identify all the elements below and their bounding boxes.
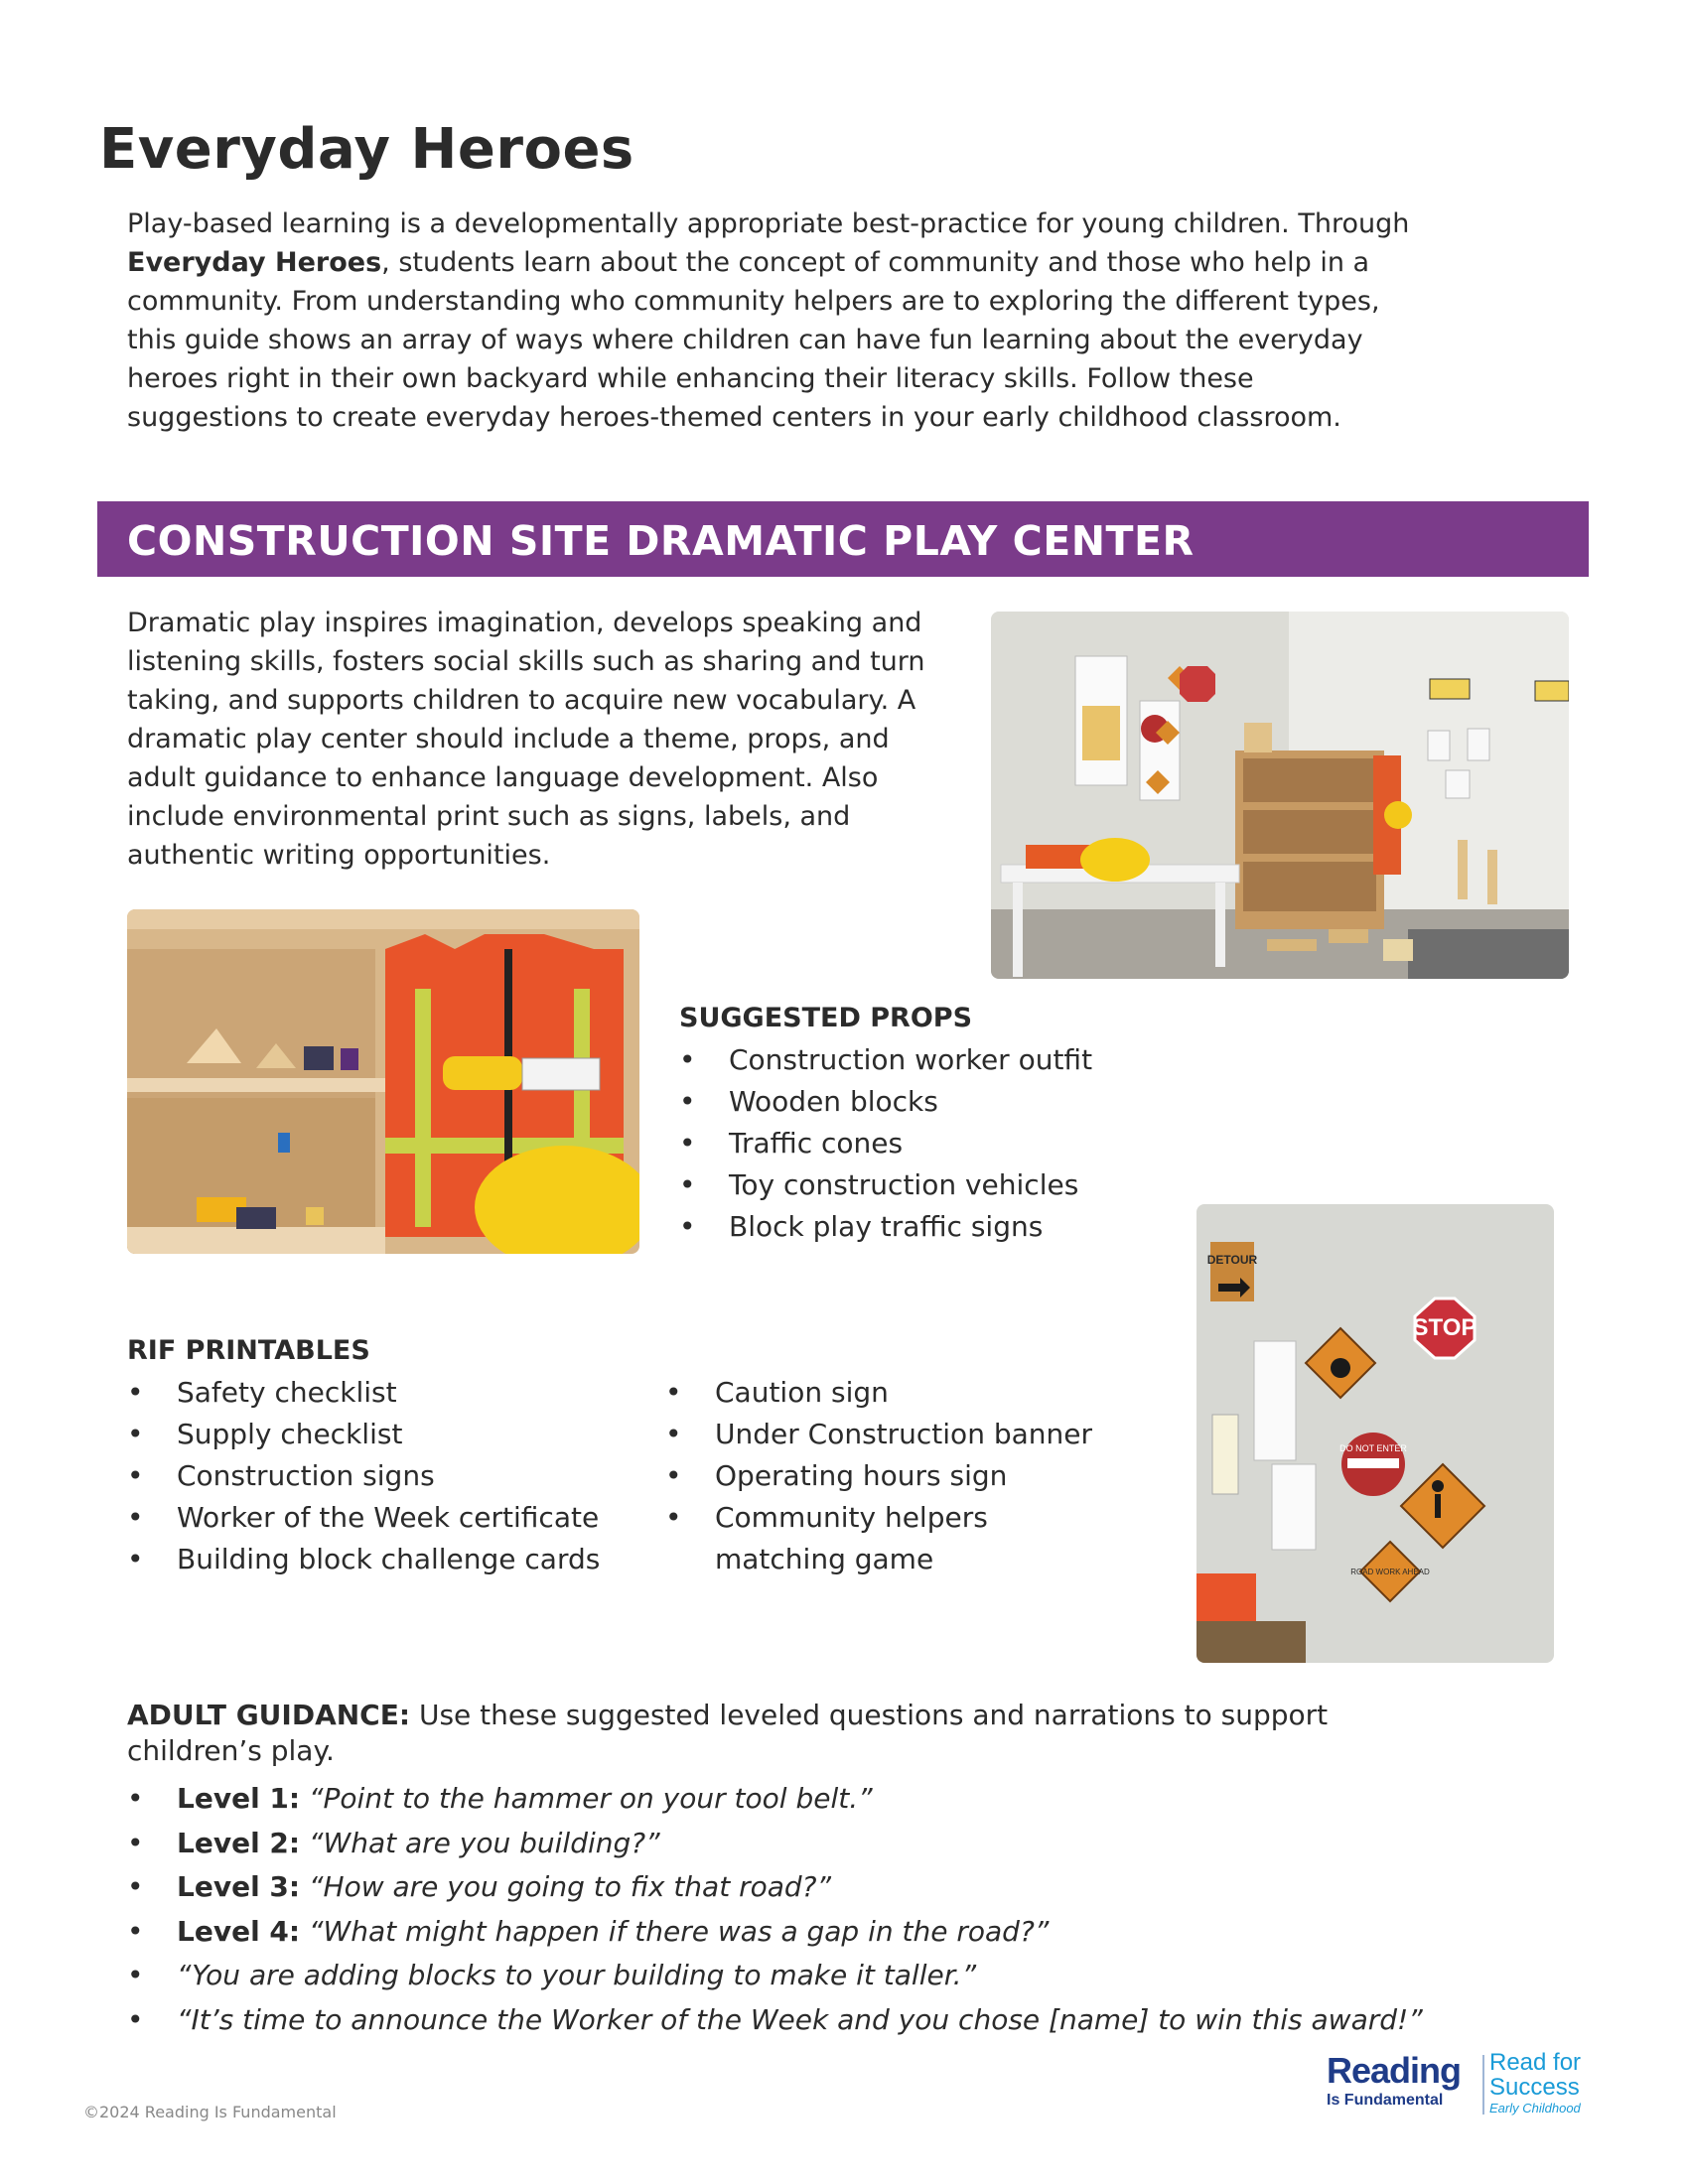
rif-logo	[1327, 2051, 1476, 2115]
list-item: • Block play traffic signs	[679, 1206, 1176, 1248]
level-label: Level 2:	[177, 1826, 301, 1859]
detour-sign-text: DETOUR	[1206, 1253, 1258, 1267]
list-item: • Worker of the Week certificate	[127, 1497, 663, 1539]
narration-quote: “You are adding blocks to your building to make it taller.”	[177, 1959, 977, 1991]
list-item	[127, 1865, 1458, 1910]
road-work-ahead-sign-text: ROAD WORK AHEAD	[1350, 1568, 1430, 1576]
safety-vest-photo	[127, 909, 639, 1254]
suggested-props-list	[679, 1039, 1176, 1248]
dramatic-play-description: Dramatic play inspires imagination, develops speaking and listening skills, fosters social skills such as sharing and turn taking, and supports children to acquire new vocabulary. A dramatic play center should include a theme, props, and adult guidance to enhance language development. Also include environmental print such as signs, labels, and authentic writing opportunities.	[127, 608, 925, 871]
level-quote: “Point to the hammer on your tool belt.”	[309, 1782, 873, 1815]
list-item: • Construction signs	[127, 1455, 663, 1497]
list-item	[127, 1777, 1458, 1822]
safety-vest-illustration	[127, 909, 639, 1254]
copyright-footer: ©2024 Reading Is Fundamental	[83, 2103, 337, 2121]
wall-signs-illustration	[1196, 1204, 1554, 1663]
list-item: • Supply checklist	[127, 1414, 663, 1455]
list-item: • Traffic cones	[679, 1123, 1176, 1164]
list-item	[127, 1998, 1458, 2043]
intro-text-part-2: , students learn about the concept of community and those who help in a community. From understanding who community helpers are to exploring the different types, this guide shows an array of ways where children can have fun learning about the everyday heroes right in their own backyard while enhancing their literacy skills. Follow these suggestions to create everyday heroes-themed centers in your early childhood classroom.	[127, 247, 1380, 433]
section-banner	[97, 501, 1589, 577]
classroom-corner-illustration	[991, 612, 1569, 979]
do-not-enter-sign-text: DO NOT ENTER	[1339, 1443, 1407, 1453]
rif-printables-list-col1	[127, 1372, 663, 1580]
early-childhood-text: Early Childhood	[1489, 2101, 1581, 2116]
list-item: • Wooden blocks	[679, 1081, 1176, 1123]
wall-signs-photo	[1196, 1204, 1554, 1663]
read-for-success-logo	[1489, 2051, 1618, 2116]
logo-divider	[1482, 2055, 1484, 2115]
rif-logo-tagline: Is Fundamental	[1327, 2092, 1444, 2109]
suggested-props-heading: SUGGESTED PROPS	[679, 1003, 973, 1033]
rif-logo-reading: Reading	[1327, 2050, 1462, 2091]
list-item	[127, 1822, 1458, 1866]
rif-printables-heading: RIF PRINTABLES	[127, 1335, 370, 1366]
list-item: • Safety checklist	[127, 1372, 663, 1414]
read-for-text: Read for	[1489, 2049, 1582, 2076]
list-item: • Caution sign	[665, 1372, 1132, 1414]
success-text: Success	[1489, 2074, 1580, 2101]
classroom-corner-photo	[991, 612, 1569, 979]
adult-guidance-intro	[127, 1698, 1458, 1769]
list-item: • Toy construction vehicles	[679, 1164, 1176, 1206]
intro-paragraph	[127, 205, 1418, 437]
level-label: Level 3:	[177, 1870, 301, 1903]
list-item	[127, 1910, 1458, 1955]
adult-guidance-text: Use these suggested leveled questions and narrations to support children’s play.	[127, 1699, 1329, 1767]
section-banner-title: CONSTRUCTION SITE DRAMATIC PLAY CENTER	[127, 517, 1195, 565]
intro-text-part-1: Play-based learning is a developmentally appropriate best-practice for young children. Through	[127, 208, 1410, 239]
level-label: Level 1:	[177, 1782, 301, 1815]
list-item: • Community helpers matching game	[665, 1497, 1013, 1580]
adult-guidance-section	[127, 1698, 1458, 2042]
list-item: • Building block challenge cards	[127, 1539, 663, 1580]
level-quote: “What might happen if there was a gap in the road?”	[309, 1914, 1050, 1948]
intro-bold-title: Everyday Heroes	[127, 247, 382, 278]
list-item: • Under Construction banner	[665, 1414, 1132, 1455]
level-quote: “How are you going to fix that road?”	[309, 1870, 832, 1903]
list-item	[127, 1954, 1458, 1998]
list-item: • Operating hours sign	[665, 1455, 1132, 1497]
adult-guidance-label: ADULT GUIDANCE:	[127, 1699, 411, 1731]
level-quote: “What are you building?”	[309, 1826, 660, 1859]
stop-sign-text: STOP	[1412, 1314, 1477, 1341]
page-title: Everyday Heroes	[99, 117, 634, 182]
level-label: Level 4:	[177, 1914, 301, 1948]
adult-guidance-list	[127, 1777, 1458, 2042]
narration-quote: “It’s time to announce the Worker of the Week and you chose [name] to win this award!”	[177, 2002, 1423, 2036]
rif-printables-list-col2	[665, 1372, 1132, 1580]
list-item: • Construction worker outfit	[679, 1039, 1176, 1081]
